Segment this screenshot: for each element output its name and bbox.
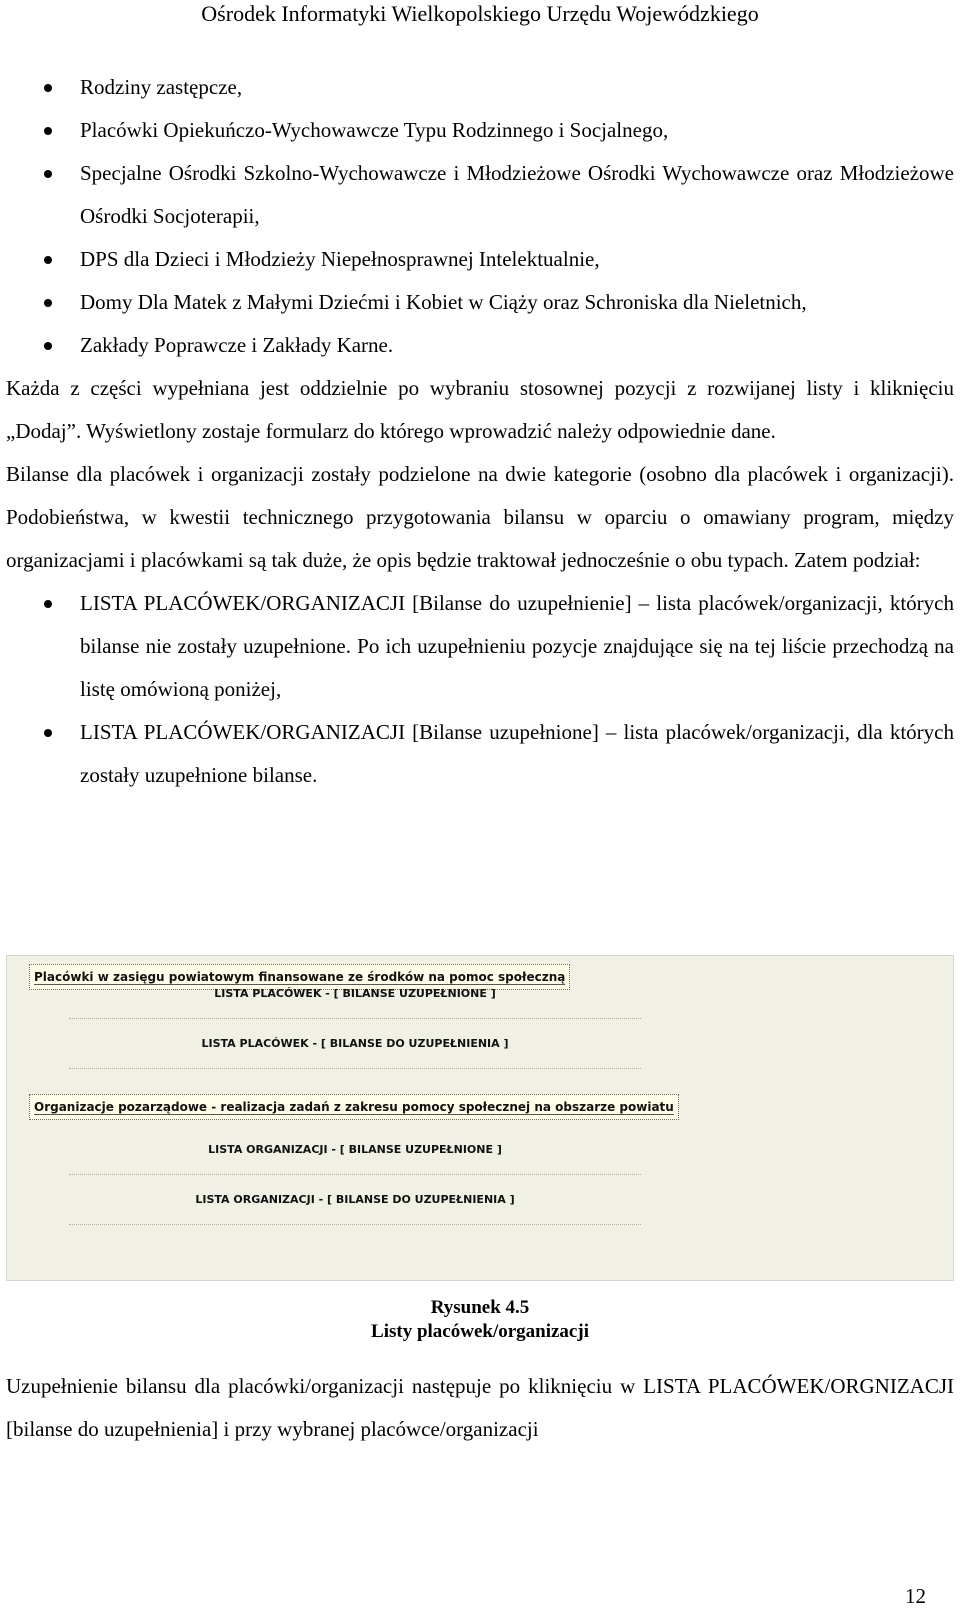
list-item: Domy Dla Matek z Małymi Dziećmi i Kobiet w Ciąży oraz Schroniska dla Nieletnich, bbox=[6, 281, 954, 324]
paragraph-balances: Bilanse dla placówek i organizacji zostały podzielone na dwie kategorie (osobno dla placówek i organizacji). Podobieństwa, w kwestii technicznego przygotowania bilansu w oparciu o omawiany program, między organizacjami i placówkami są tak duże, że opis będzie traktował jednocześnie o obu typach. Zatem podział: bbox=[6, 462, 954, 572]
link-lista-placowek-do-uzupelnienia[interactable]: LISTA PLACÓWEK - [ BILANSE DO UZUPEŁNIENIA ] bbox=[69, 1020, 641, 1069]
figure-caption-title: Listy placówek/organizacji bbox=[371, 1321, 589, 1342]
document-body-continued bbox=[6, 1365, 954, 1451]
link-lista-placowek-uzupelnione[interactable]: LISTA PLACÓWEK - [ BILANSE UZUPEŁNIONE ] bbox=[69, 970, 641, 1019]
figure-caption-number: Rysunek 4.5 bbox=[430, 1297, 530, 1318]
document-body bbox=[6, 66, 954, 797]
section-header-organizacje: Organizacje pozarządowe - realizacja zadań z zakresu pomocy społecznej na obszarze powiatu bbox=[29, 1094, 679, 1120]
list-item: Specjalne Ośrodki Szkolno-Wychowawcze i Młodzieżowe Ośrodki Wychowawcze oraz Młodzieżowe Ośrodki Socjoterapii, bbox=[6, 152, 954, 238]
list-item: LISTA PLACÓWEK/ORGANIZACJI [Bilanse do uzupełnienie] – lista placówek/organizacji, których bilanse nie zostały uzupełnione. Po ich uzupełnieniu pozycje znajdujące się na tej liście przechodzą na listę omówioną poniżej, bbox=[6, 582, 954, 711]
link-lista-organizacji-do-uzupelnienia[interactable]: LISTA ORGANIZACJI - [ BILANSE DO UZUPEŁNIENIA ] bbox=[69, 1176, 641, 1225]
paragraph-completion: Uzupełnienie bilansu dla placówki/organizacji następuje po kliknięciu w LISTA PLACÓWEK/ORGNIZACJI [bilanse do uzupełnienia] i przy wybranej placówce/organizacji bbox=[6, 1374, 954, 1441]
section-header-placowki: Placówki w zasięgu powiatowym finansowane ze środków na pomoc społeczną bbox=[29, 964, 570, 990]
list-item: Rodziny zastępcze, bbox=[6, 66, 954, 109]
list-item: LISTA PLACÓWEK/ORGANIZACJI [Bilanse uzupełnione] – lista placówek/organizacji, dla których zostały uzupełnione bilanse. bbox=[6, 711, 954, 797]
institution-type-list bbox=[6, 66, 954, 367]
list-item: DPS dla Dzieci i Młodzieży Niepełnosprawnej Intelektualnie, bbox=[6, 238, 954, 281]
link-lista-organizacji-uzupelnione[interactable]: LISTA ORGANIZACJI - [ BILANSE UZUPEŁNIONE ] bbox=[69, 1126, 641, 1175]
page-number: 12 bbox=[905, 1584, 926, 1608]
page-header: Ośrodek Informatyki Wielkopolskiego Urzędu Wojewódzkiego bbox=[201, 1, 759, 26]
list-item: Placówki Opiekuńczo-Wychowawcze Typu Rodzinnego i Socjalnego, bbox=[6, 109, 954, 152]
figure-screenshot bbox=[6, 955, 954, 1281]
paragraph-each-part: Każda z części wypełniana jest oddzielnie po wybraniu stosownej pozycji z rozwijanej listy i kliknięciu „Dodaj”. Wyświetlony zostaje formularz do którego wprowadzić należy odpowiednie dane. bbox=[6, 376, 954, 443]
list-item: Zakłady Poprawcze i Zakłady Karne. bbox=[6, 324, 954, 367]
balance-list bbox=[6, 582, 954, 797]
